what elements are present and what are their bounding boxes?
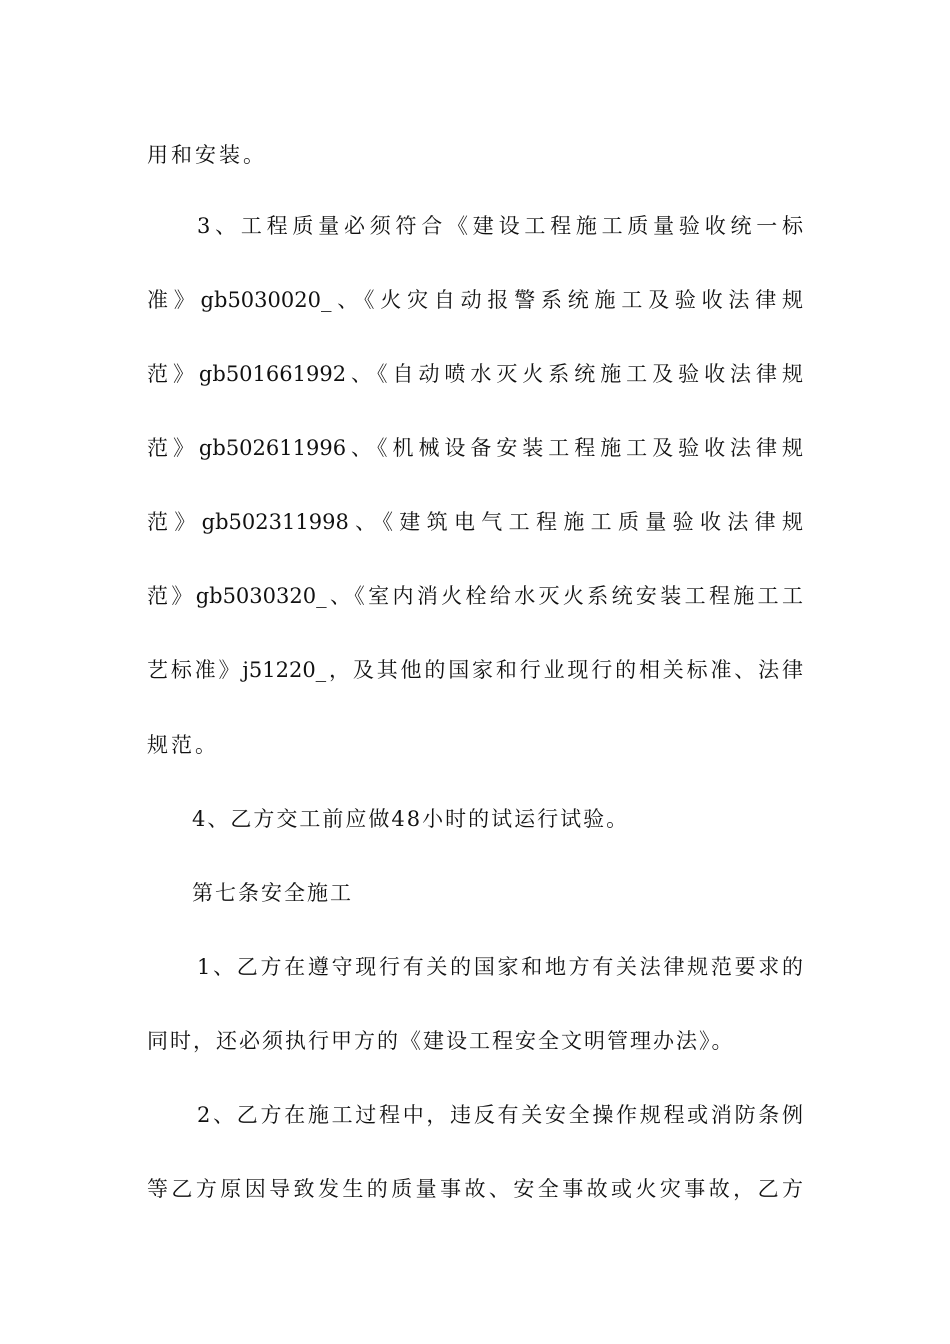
text-line-12: 1、乙方在遵守现行有关的国家和地方有关法律规范要求的 <box>197 955 803 979</box>
text-line-7: 范》gb5030320_、《室内消火栓给水灭火系统安装工程施工工 <box>147 584 803 608</box>
text-line-13: 同时，还必须执行甲方的《建设工程安全文明管理办法》。 <box>147 1029 735 1053</box>
text-line-9: 规范。 <box>147 733 219 757</box>
text-line-15: 等乙方原因导致发生的质量事故、安全事故或火灾事故，乙方 <box>147 1177 803 1201</box>
text-line-3: 准》gb5030020_、《火灾自动报警系统施工及验收法律规 <box>147 288 803 312</box>
text-line-14: 2、乙方在施工过程中，违反有关安全操作规程或消防条例 <box>197 1103 803 1127</box>
text-line-5: 范》gb502611996、《机械设备安装工程施工及验收法律规 <box>147 436 803 460</box>
section-heading: 第七条安全施工 <box>192 881 353 905</box>
text-line-4: 范》gb501661992、《自动喷水灭火系统施工及验收法律规 <box>147 362 803 386</box>
text-line-10: 4、乙方交工前应做48小时的试运行试验。 <box>192 807 630 831</box>
text-line-2: 3、工程质量必须符合《建设工程施工质量验收统一标 <box>197 214 803 238</box>
text-line-6: 范》gb502311998、《建筑电气工程施工质量验收法律规 <box>147 510 803 534</box>
text-line-1: 用和安装。 <box>147 143 267 167</box>
text-line-8: 艺标准》j51220_，及其他的国家和行业现行的相关标准、法律 <box>147 658 803 682</box>
